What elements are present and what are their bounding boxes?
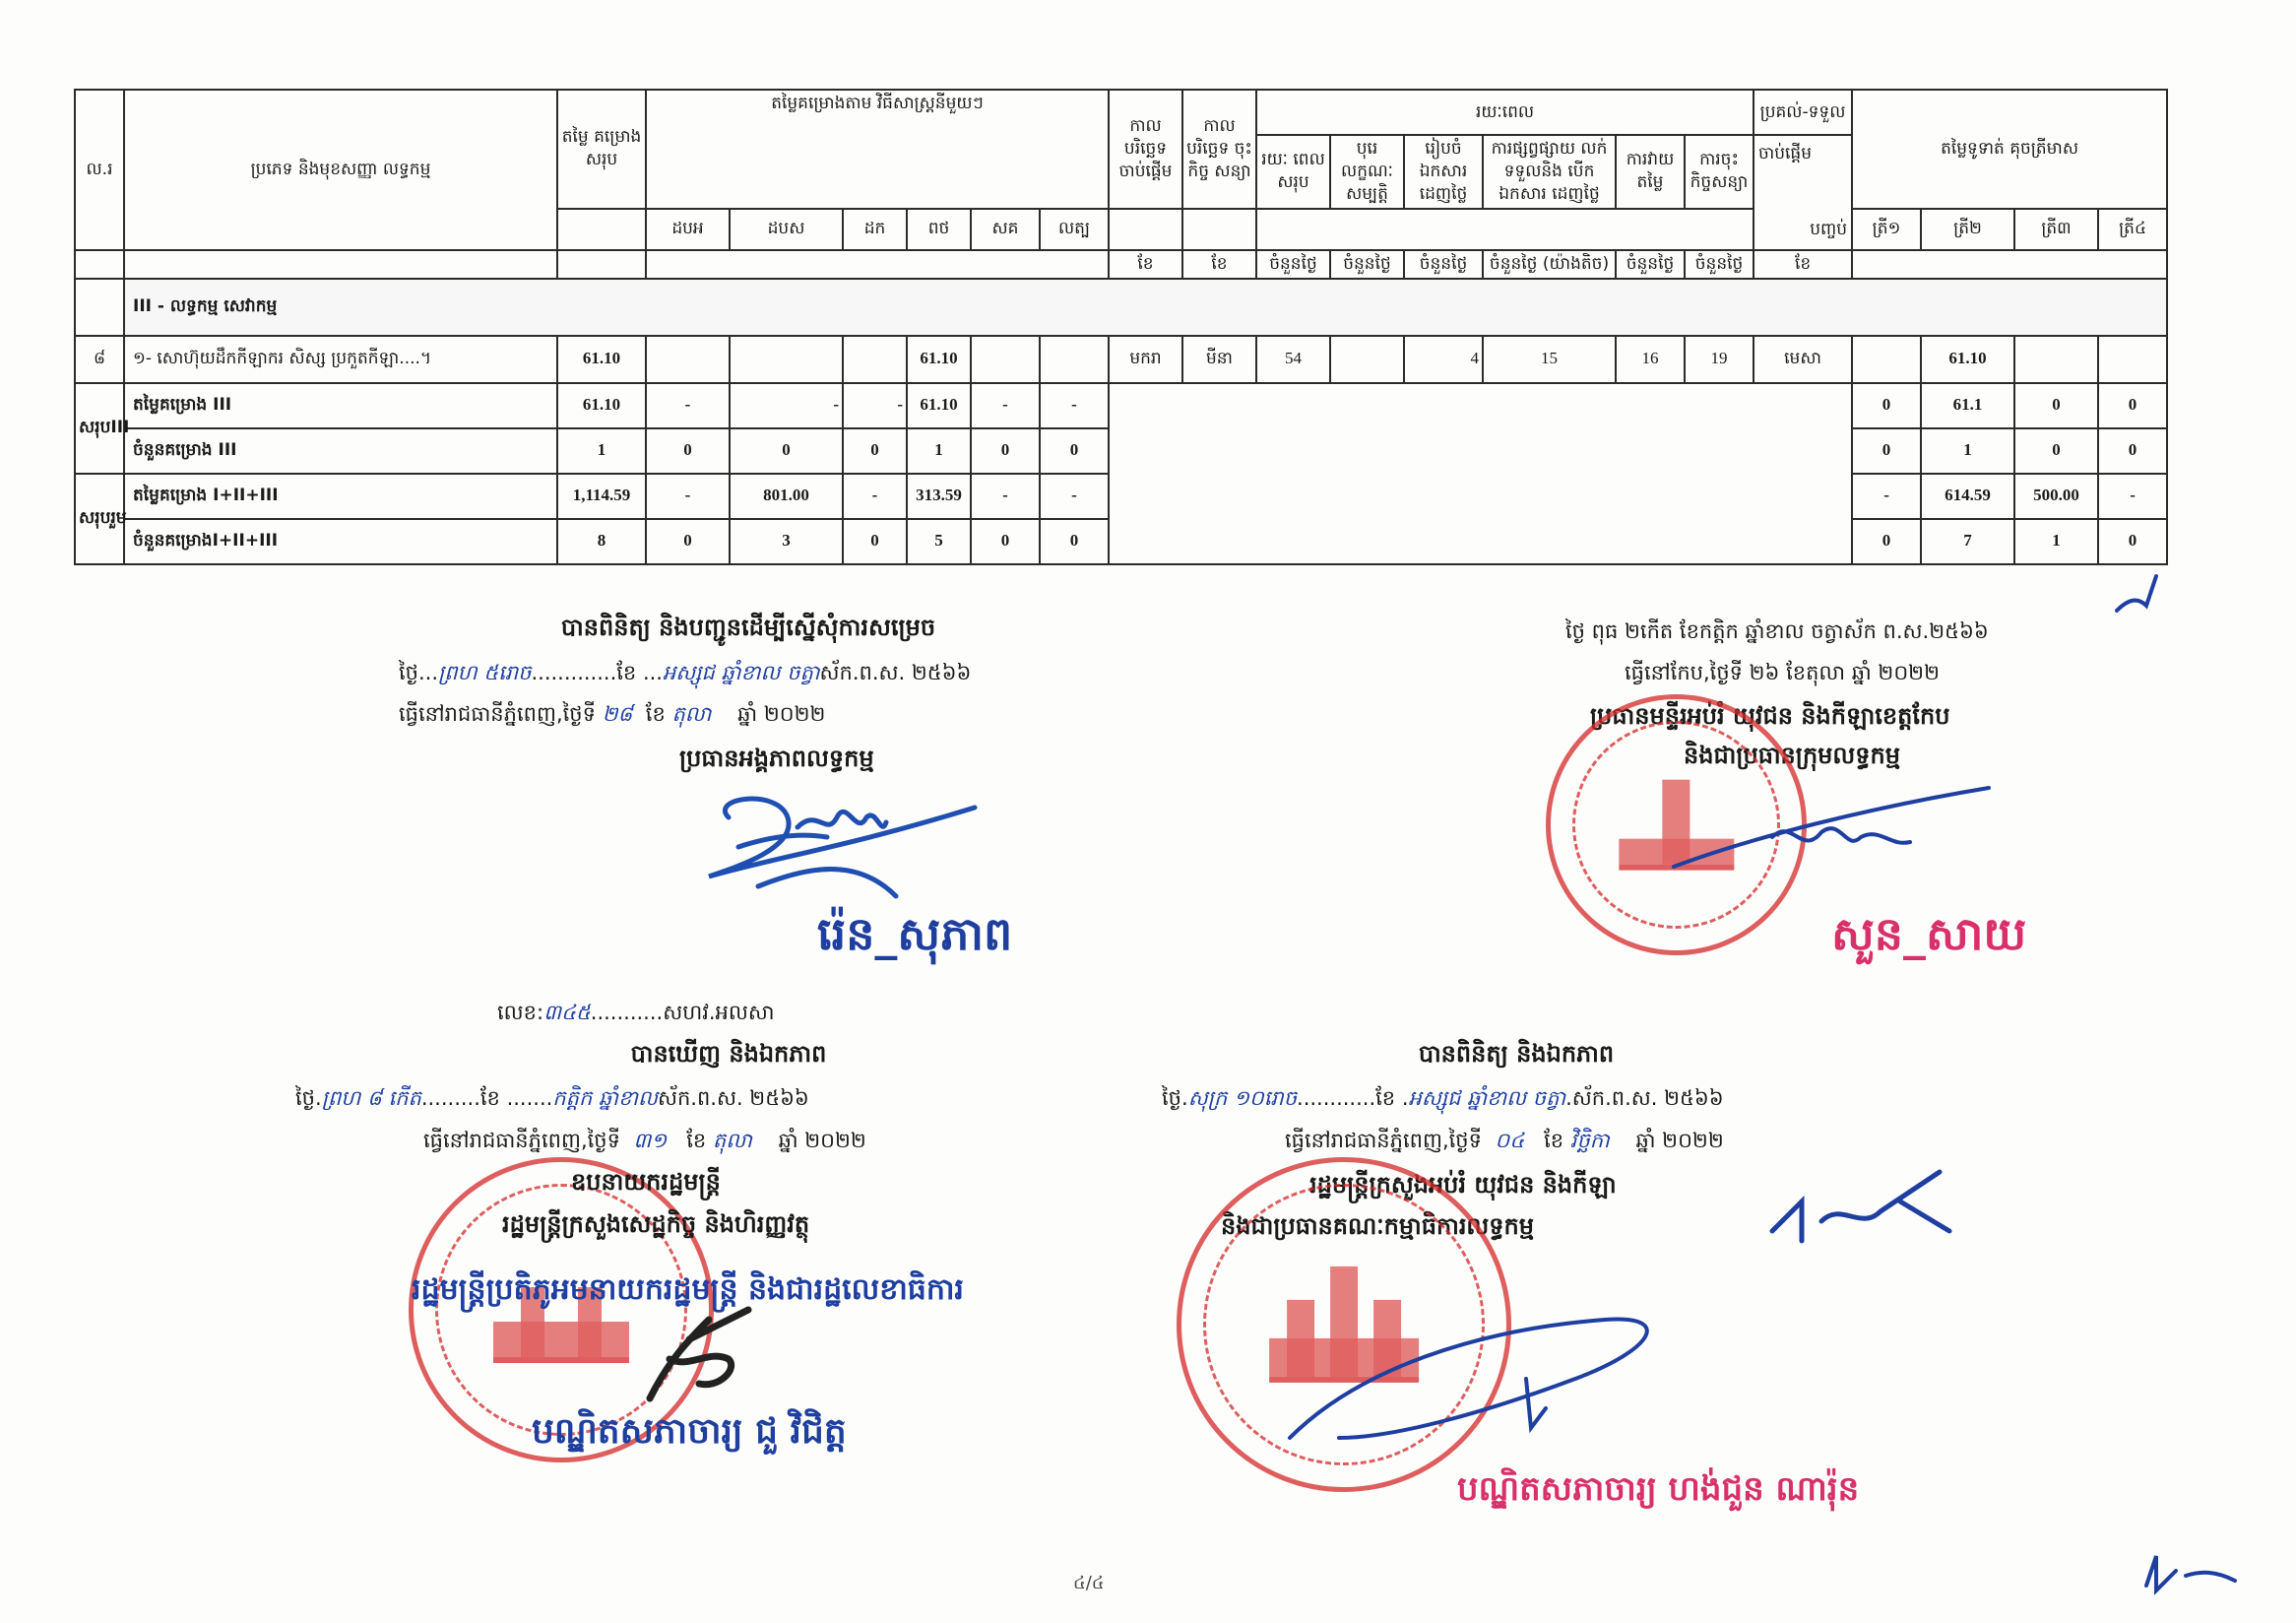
item-d-contract: 19 — [1685, 336, 1754, 383]
total-count-m5: 0 — [971, 519, 1040, 564]
col-start-blank — [1109, 209, 1182, 250]
seal-temple-base — [493, 1322, 629, 1357]
item-no: ៨ — [75, 336, 124, 383]
bottom-left-date-prefix: ថ្ងៃ — [295, 1086, 315, 1110]
unit-exec: ខែ — [1754, 250, 1852, 279]
bottom-left-month-label: ខែ — [479, 1086, 500, 1110]
top-left-approval — [394, 613, 1103, 647]
item-m3 — [843, 336, 907, 383]
item-sign: មីនា — [1182, 336, 1256, 383]
total-count-m4: 5 — [907, 519, 971, 564]
col-methods-title: តម្លៃគម្រោងតាម វិធីសាស្ត្រនីមួយៗ — [646, 90, 1109, 209]
subtotal-m2: - — [730, 383, 843, 428]
subtotal-m6: - — [1040, 383, 1109, 428]
unit-d2: ចំនួនថ្ងៃ — [1330, 250, 1404, 279]
item-d-prequal — [1330, 336, 1404, 383]
bottom-left-place-line — [423, 1128, 866, 1158]
total-count-m6: 0 — [1040, 519, 1109, 564]
total-est: 1,114.59 — [557, 474, 646, 519]
subtotal-q1: 0 — [1852, 383, 1921, 428]
bottom-right-title: បានពិនិត្យ និងឯកភាព — [1418, 1040, 1615, 1068]
top-right-signature — [1634, 778, 2009, 886]
item-name: ១- សោហ៊ុយដឹកកីឡាករ សិស្ស ប្រកួតកីឡា....។ — [124, 336, 557, 383]
bottom-right-signatory-name: បណ្ឌិតសភាចារ្យ ហង់ជួន ណារ៉ុន — [1457, 1469, 1860, 1509]
bottom-right-year2: ឆ្នាំ ២០២២ — [1635, 1129, 1724, 1152]
col-no: ល.រ — [75, 90, 124, 250]
unit-d5: ចំនួនថ្ងៃ — [1616, 250, 1685, 279]
col-start-period: កាល បរិច្ឆេទ ចាប់ផ្ដើម — [1109, 90, 1182, 209]
unit-blank-methods — [646, 250, 1109, 279]
total-m4: 313.59 — [907, 474, 971, 519]
total-count-m3: 0 — [843, 519, 907, 564]
total-m3: - — [843, 474, 907, 519]
bottom-left-date-line: ថ្ងៃ.ព្រហ ៨ កើត.........ខែ .......កត្តិក ឆ្នាំខាលស័ក.ព.ស. ២៥៦៦ — [295, 1086, 809, 1110]
top-left-date-line: ថ្ងៃ...ព្រហ ៥រោច.............ខែ ...អស្សុជ ឆ្នាំខាល ចត្វាស័ក.ព.ស. ២៥៦៦ — [399, 661, 972, 684]
subtotal-m4: 61.10 — [907, 383, 971, 428]
subtotal-m5: - — [971, 383, 1040, 428]
bottom-right-month-label: ខែ — [1375, 1086, 1396, 1110]
bottom-right-month-hand: អស្សុជ ឆ្នាំខាល ចត្វា — [1408, 1086, 1566, 1110]
subtotal-count-m3: 0 — [843, 428, 907, 474]
bottom-right-month2-label: ខែ — [1544, 1129, 1564, 1152]
top-left-month2-hand: តុលា — [671, 702, 712, 726]
summary-blank-area — [1109, 383, 1852, 564]
bottom-right-place-line — [1285, 1128, 1724, 1158]
col-type-name: ប្រភេទ និងមុខសញ្ញា លទ្ធកម្ម — [124, 90, 557, 250]
header-row-1 — [75, 90, 2167, 135]
col-est-blank — [557, 209, 646, 250]
top-right-signatory-name: សួន_សាយ — [1831, 907, 2027, 960]
table-row — [75, 336, 2167, 383]
col-duration-total: រយៈ ពេល សរុប — [1256, 135, 1330, 209]
top-left-date-hand: ព្រហ ៥រោច — [438, 661, 532, 684]
total-m6: - — [1040, 474, 1109, 519]
col-q4: ត្រី៤ — [2098, 209, 2167, 250]
subtotal-m3: - — [843, 383, 907, 428]
col-duration-eval: ការវាយ តម្លៃ — [1616, 135, 1685, 209]
margin-initial-bottom — [2141, 1546, 2250, 1595]
bottom-right-place: ធ្វើនៅរាជធានីភ្នំពេញ,ថ្ងៃទី — [1285, 1129, 1482, 1152]
ref-label: លេខ: — [497, 1001, 544, 1024]
ref-suffix: សហវ.អលសា — [663, 1001, 775, 1024]
unit-d1: ចំនួនថ្ងៃ — [1256, 250, 1330, 279]
exec-start-label: ចាប់ផ្ដើម — [1758, 144, 1812, 164]
subtotal-label: សរុបIII — [75, 383, 124, 474]
bottom-left-title: បានឃើញ និងឯកភាព — [630, 1040, 827, 1068]
bottom-left-date-hand: ព្រហ ៨ កើត — [321, 1086, 421, 1110]
item-est: 61.10 — [557, 336, 646, 383]
total-count-est: 8 — [557, 519, 646, 564]
top-left-title: បានពិនិត្យ និងបញ្ជូនដើម្បីស្នើសុំការសម្រេច — [560, 614, 936, 641]
total-row1-label: តម្លៃគម្រោង I+II+III — [124, 474, 557, 519]
bottom-left-place: ធ្វើនៅរាជធានីភ្នំពេញ,ថ្ងៃទី — [423, 1129, 620, 1152]
subtotal-count-m1: 0 — [646, 428, 730, 474]
unit-blank-1 — [75, 250, 124, 279]
bottom-right-role1: រដ្ឋមន្ត្រីក្រសួងអប់រំ យុវជន និងកីឡា — [1309, 1171, 1617, 1199]
bottom-right-day-hand: ០៤ — [1495, 1129, 1525, 1152]
unit-blank-3 — [557, 250, 646, 279]
total-q2: 614.59 — [1921, 474, 2014, 519]
col-method-1: ដបអ — [646, 209, 730, 250]
bottom-left-signature — [630, 1300, 768, 1418]
unit-sign: ខែ — [1182, 250, 1256, 279]
subtotal-count-q3: 0 — [2014, 428, 2098, 474]
section-title: III - លទ្ធកម្ម សេវាកម្ម — [124, 279, 2167, 336]
page-number: ៤/៤ — [1073, 1573, 1105, 1593]
margin-initial-top — [2107, 571, 2166, 620]
total-count-q2: 7 — [1921, 519, 2014, 564]
unit-blank-2 — [124, 250, 557, 279]
total-m2: 801.00 — [730, 474, 843, 519]
bottom-left-month-hand: កត្តិក ឆ្នាំខាល — [552, 1086, 658, 1110]
total-count-q4: 0 — [2098, 519, 2167, 564]
total-row2-label: ចំនួនគម្រោងI+II+III — [124, 519, 557, 564]
item-d-eval: 16 — [1616, 336, 1685, 383]
item-m5 — [971, 336, 1040, 383]
bottom-right-role2: និងជាប្រធានគណៈកម្មាធិការលទ្ធកម្ម — [1221, 1212, 1534, 1240]
subtotal-count-m4: 1 — [907, 428, 971, 474]
col-quarter-title: តម្លៃទូទាត់ គុចត្រីមាស — [1852, 90, 2167, 209]
col-q1: ត្រី១ — [1852, 209, 1921, 250]
top-right-place-date: ធ្វើនៅកែប,ថ្ងៃទី ២៦ ខែតុលា ឆ្នាំ ២០២២ — [1625, 661, 1940, 684]
top-left-month-hand: អស្សុជ ឆ្នាំខាល ចត្វា — [662, 661, 820, 684]
unit-d3: ចំនួនថ្ងៃ — [1404, 250, 1483, 279]
top-left-place: ធ្វើនៅរាជធានីភ្នំពេញ,ថ្ងៃទី — [399, 702, 596, 726]
top-right-role2: និងជាប្រធានក្រុមលទ្ធកម្ម — [1684, 742, 1900, 769]
subtotal-count-m6: 0 — [1040, 428, 1109, 474]
item-m2 — [730, 336, 843, 383]
bottom-right-month2-hand: វិច្ឆិកា — [1569, 1129, 1610, 1152]
total-count-q3: 1 — [2014, 519, 2098, 564]
item-handover: មេសា — [1754, 336, 1852, 383]
top-left-month-label: ខែ — [616, 661, 637, 684]
top-right-lunar-date: ថ្ងៃ ពុធ ២កើត ខែកត្តិក ឆ្នាំខាល ចត្វាស័ក ព.ស.២៥៦៦ — [1565, 619, 1989, 643]
unit-start: ខែ — [1109, 250, 1182, 279]
col-duration-publish: ការផ្សព្វផ្សាយ លក់ទទួលនិង បើកឯកសារ ដេញថ្លៃ — [1483, 135, 1616, 209]
item-m4: 61.10 — [907, 336, 971, 383]
subtotal-count-q4: 0 — [2098, 428, 2167, 474]
bottom-left-signatory-name: បណ្ឌិតសភាចារ្យ ជួ វិជិត្ត — [532, 1411, 847, 1452]
item-d-prep: 4 — [1404, 336, 1483, 383]
subtotal-count-m2: 0 — [730, 428, 843, 474]
top-right-role1: ប្រធានមន្ទីរអប់រំ យុវជន និងកីឡាខេត្តកែប — [1590, 702, 1950, 730]
total-label: សរុបរួម — [75, 474, 124, 564]
subtotal-row1-label: តម្លៃគម្រោង III — [124, 383, 557, 428]
bottom-left-role3: រដ្ឋមន្ត្រីប្រតិភូអមនាយករដ្ឋមន្ត្រី និងជារដ្ឋលេខាធិការ — [412, 1272, 964, 1307]
top-left-year-suffix: ស័ក.ព.ស. ២៥៦៦ — [819, 661, 972, 684]
subtotal-est: 61.10 — [557, 383, 646, 428]
col-method-5: សគ — [971, 209, 1040, 250]
total-count-m1: 0 — [646, 519, 730, 564]
bottom-left-role2: រដ្ឋមន្ត្រីក្រសួងសេដ្ឋកិច្ច និងហិរញ្ញវត្ថុ — [502, 1210, 810, 1238]
col-exec-title: ប្រគល់-ទទួល — [1754, 90, 1852, 135]
bottom-left-month2-hand: តុលា — [712, 1129, 752, 1152]
bottom-right-date-prefix: ថ្ងៃ — [1162, 1086, 1181, 1110]
unit-d6: ចំនួនថ្ងៃ — [1685, 250, 1754, 279]
top-left-signatory-name: រ៉េន_សុភាព — [817, 907, 1013, 960]
top-left-month2-label: ខែ — [645, 702, 666, 726]
top-left-date-prefix: ថ្ងៃ — [399, 661, 418, 684]
col-sign-blank — [1182, 209, 1256, 250]
item-d-publish: 15 — [1483, 336, 1616, 383]
total-m1: - — [646, 474, 730, 519]
reference-number: លេខ:៣៤៥...........សហវ.អលសា — [497, 1001, 775, 1024]
top-left-year2: ឆ្នាំ ២០២២ — [737, 702, 826, 726]
col-method-3: ដក — [843, 209, 907, 250]
top-left-place-line — [399, 701, 825, 732]
col-duration-contract: ការចុះ កិច្ចសន្យា — [1685, 135, 1754, 209]
col-est-value: តម្លៃ គម្រោង សរុប — [557, 90, 646, 209]
item-m6 — [1040, 336, 1109, 383]
subtotal-m1: - — [646, 383, 730, 428]
col-method-4: ពថ — [907, 209, 971, 250]
total-m5: - — [971, 474, 1040, 519]
bottom-right-approval — [1221, 1039, 1812, 1073]
item-q1 — [1852, 336, 1921, 383]
item-m1 — [646, 336, 730, 383]
bottom-right-initial — [1762, 1162, 1969, 1261]
col-method-6: លត្ប — [1040, 209, 1109, 250]
total-q4: - — [2098, 474, 2167, 519]
section-no-blank — [75, 279, 124, 336]
subtotal-count-m5: 0 — [971, 428, 1040, 474]
item-q3 — [2014, 336, 2098, 383]
total-q1: - — [1852, 474, 1921, 519]
bottom-left-month2-label: ខែ — [686, 1129, 707, 1152]
top-left-role: ប្រធានអង្គភាពលទ្ធកម្ម — [679, 745, 874, 772]
total-q3: 500.00 — [2014, 474, 2098, 519]
top-left-signature — [650, 778, 1044, 906]
bottom-right-date-line: ថ្ងៃ.សុក្រ ១០រោច............ខែ .អស្សុជ ឆ្នាំខាល ចត្វា.ស័ក.ព.ស. ២៥៦៦ — [1162, 1086, 1724, 1110]
col-duration-blank — [1256, 209, 1754, 250]
bottom-right-year-suffix: ស័ក.ព.ស. ២៥៦៦ — [1571, 1086, 1724, 1110]
col-q2: ត្រី២ — [1921, 209, 2014, 250]
col-method-2: ដបស — [730, 209, 843, 250]
bottom-left-year2: ឆ្នាំ ២០២២ — [778, 1129, 866, 1152]
bottom-right-date-hand: សុក្រ ១០រោច — [1187, 1086, 1298, 1110]
bottom-left-year-suffix: ស័ក.ព.ស. ២៥៦៦ — [657, 1086, 809, 1110]
unit-row — [75, 250, 2167, 279]
unit-blank-q — [1852, 250, 2167, 279]
item-start: មករា — [1109, 336, 1182, 383]
subtotal-q2: 61.1 — [1921, 383, 2014, 428]
subtotal-count-q1: 0 — [1852, 428, 1921, 474]
subtotal-row-1 — [75, 383, 2167, 428]
col-exec-start-end — [1754, 135, 1852, 250]
subtotal-count-q2: 1 — [1921, 428, 2014, 474]
col-q3: ត្រី៣ — [2014, 209, 2098, 250]
unit-d4: ចំនួនថ្ងៃ (យ៉ាងតិច) — [1483, 250, 1616, 279]
bottom-left-role1: ឧបនាយករដ្ឋមន្ត្រី — [571, 1168, 721, 1196]
top-left-day-hand: ២៨ — [602, 702, 633, 726]
col-duration-title: រយៈពេល — [1256, 90, 1754, 135]
bottom-left-approval — [433, 1039, 1024, 1073]
procurement-plan-table — [74, 89, 2168, 565]
bottom-right-signature — [1280, 1290, 1693, 1458]
section-row — [75, 279, 2167, 336]
col-duration-prep: រៀបចំ ឯកសារ ដេញថ្លៃ — [1404, 135, 1483, 209]
subtotal-count-est: 1 — [557, 428, 646, 474]
subtotal-q3: 0 — [2014, 383, 2098, 428]
subtotal-q4: 0 — [2098, 383, 2167, 428]
subtotal-row2-label: ចំនួនគម្រោង III — [124, 428, 557, 474]
item-q2: 61.10 — [1921, 336, 2014, 383]
total-count-q1: 0 — [1852, 519, 1921, 564]
item-d-total: 54 — [1256, 336, 1330, 383]
exec-end-label: បញ្ចប់ — [1810, 220, 1848, 240]
item-q4 — [2098, 336, 2167, 383]
bottom-left-day-hand: ៣១ — [633, 1129, 668, 1152]
ref-hand: ៣៤៥ — [543, 1001, 591, 1024]
total-count-m2: 3 — [730, 519, 843, 564]
col-duration-prequal: បុរេ លក្ខណៈ សម្បត្តិ — [1330, 135, 1404, 209]
col-sign-period: កាល បរិច្ឆេទ ចុះកិច្ច សន្យា — [1182, 90, 1256, 209]
